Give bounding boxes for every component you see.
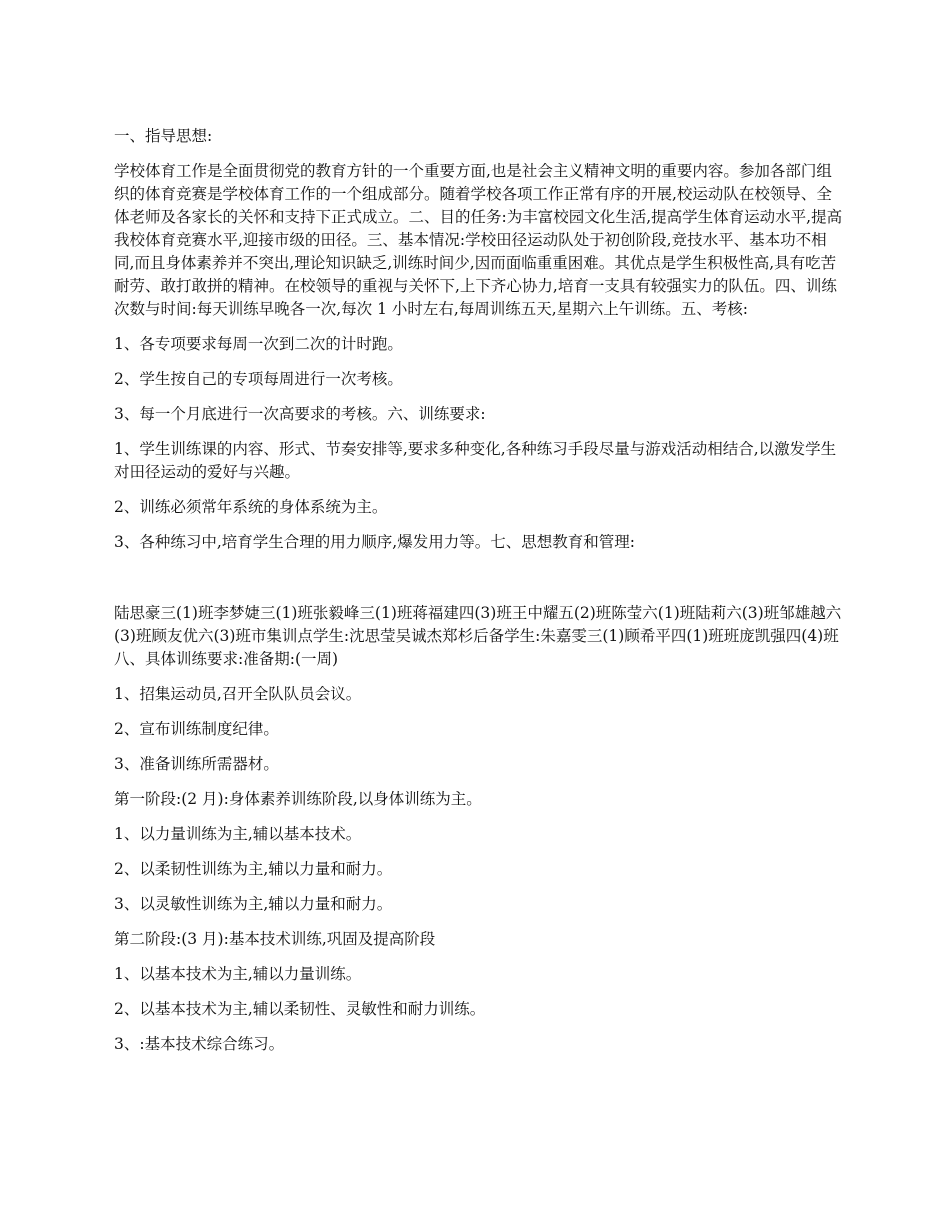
section-gap bbox=[114, 566, 844, 602]
paragraph-stage1-3: 3、以灵敏性训练为主,辅以力量和耐力。 bbox=[114, 895, 393, 913]
paragraph-assessment-3: 3、每一个月底进行一次高要求的考核。六、训练要求: bbox=[114, 405, 486, 423]
paragraph-requirement-2: 2、训练必须常年系统的身体系统为主。 bbox=[114, 498, 388, 516]
heading-guiding-thought: 一、指导思想: bbox=[114, 127, 213, 145]
paragraph-roster: 陆思豪三(1)班李梦婕三(1)班张毅峰三(1)班蒋福建四(3)班王中耀五(2)班陈莹六(1)班陆莉六(3)班邹雄越六(3)班顾友优六(3)班市集训点学生:沈思莹吴诚杰郑杉后备学生:朱嘉雯三(1)顾希平四(1)班班庞凯强四(4)班八、具体训练要求:准备期:(一周) bbox=[114, 604, 842, 668]
heading-stage-2: 第二阶段:(3 月):基本技术训练,巩固及提高阶段 bbox=[114, 930, 436, 948]
paragraph-stage2-2: 2、以基本技术为主,辅以柔韧性、灵敏性和耐力训练。 bbox=[114, 1000, 486, 1018]
document-page bbox=[114, 125, 844, 1068]
paragraph-assessment-2: 2、学生按自己的专项每周进行一次考核。 bbox=[114, 370, 403, 388]
paragraph-stage1-1: 1、以力量训练为主,辅以基本技术。 bbox=[114, 825, 362, 843]
paragraph-requirement-1: 1、学生训练课的内容、形式、节奏安排等,要求多种变化,各种练习手段尽量与游戏活动相结合,以激发学生对田径运动的爱好与兴趣。 bbox=[114, 440, 837, 481]
paragraph-requirement-3: 3、各种练习中,培育学生合理的用力顺序,爆发用力等。七、思想教育和管理: bbox=[114, 533, 635, 551]
paragraph-prep-1: 1、招集运动员,召开全队队员会议。 bbox=[114, 685, 362, 703]
paragraph-prep-3: 3、准备训练所需器材。 bbox=[114, 755, 279, 773]
paragraph-stage1-2: 2、以柔韧性训练为主,辅以力量和耐力。 bbox=[114, 860, 393, 878]
paragraph-stage2-1: 1、以基本技术为主,辅以力量训练。 bbox=[114, 965, 362, 983]
paragraph-assessment-1: 1、各专项要求每周一次到二次的计时跑。 bbox=[114, 335, 403, 353]
paragraph-intro: 学校体育工作是全面贯彻党的教育方针的一个重要方面,也是社会主义精神文明的重要内容。参加各部门组织的体育竞赛是学校体育工作的一个组成部分。随着学校各项工作正常有序的开展,校运动队在校领导、全体老师及各家长的关怀和支持下正式成立。二、目的任务:为丰富校园文化生活,提高学生体育运动水平,提高我校体育竞赛水平,迎接市级的田径。三、基本情况:学校田径运动队处于初创阶段,竞技水平、基本功不相同,而且身体素养并不突出,理论知识缺乏,训练时间少,因而面临重重困难。其优点是学生积极性高,具有吃苦耐劳、敢打敢拼的精神。在校领导的重视与关怀下,上下齐心协力,培育一支具有较强实力的队伍。四、训练次数与时间:每天训练早晚各一次,每次 1 小时左右,每周训练五天,星期六上午训练。五、考核: bbox=[114, 162, 843, 318]
heading-stage-1: 第一阶段:(2 月):身体素养训练阶段,以身体训练为主。 bbox=[114, 790, 482, 808]
paragraph-prep-2: 2、宣布训练制度纪律。 bbox=[114, 720, 279, 738]
paragraph-stage2-3: 3、:基本技术综合练习。 bbox=[114, 1035, 285, 1053]
